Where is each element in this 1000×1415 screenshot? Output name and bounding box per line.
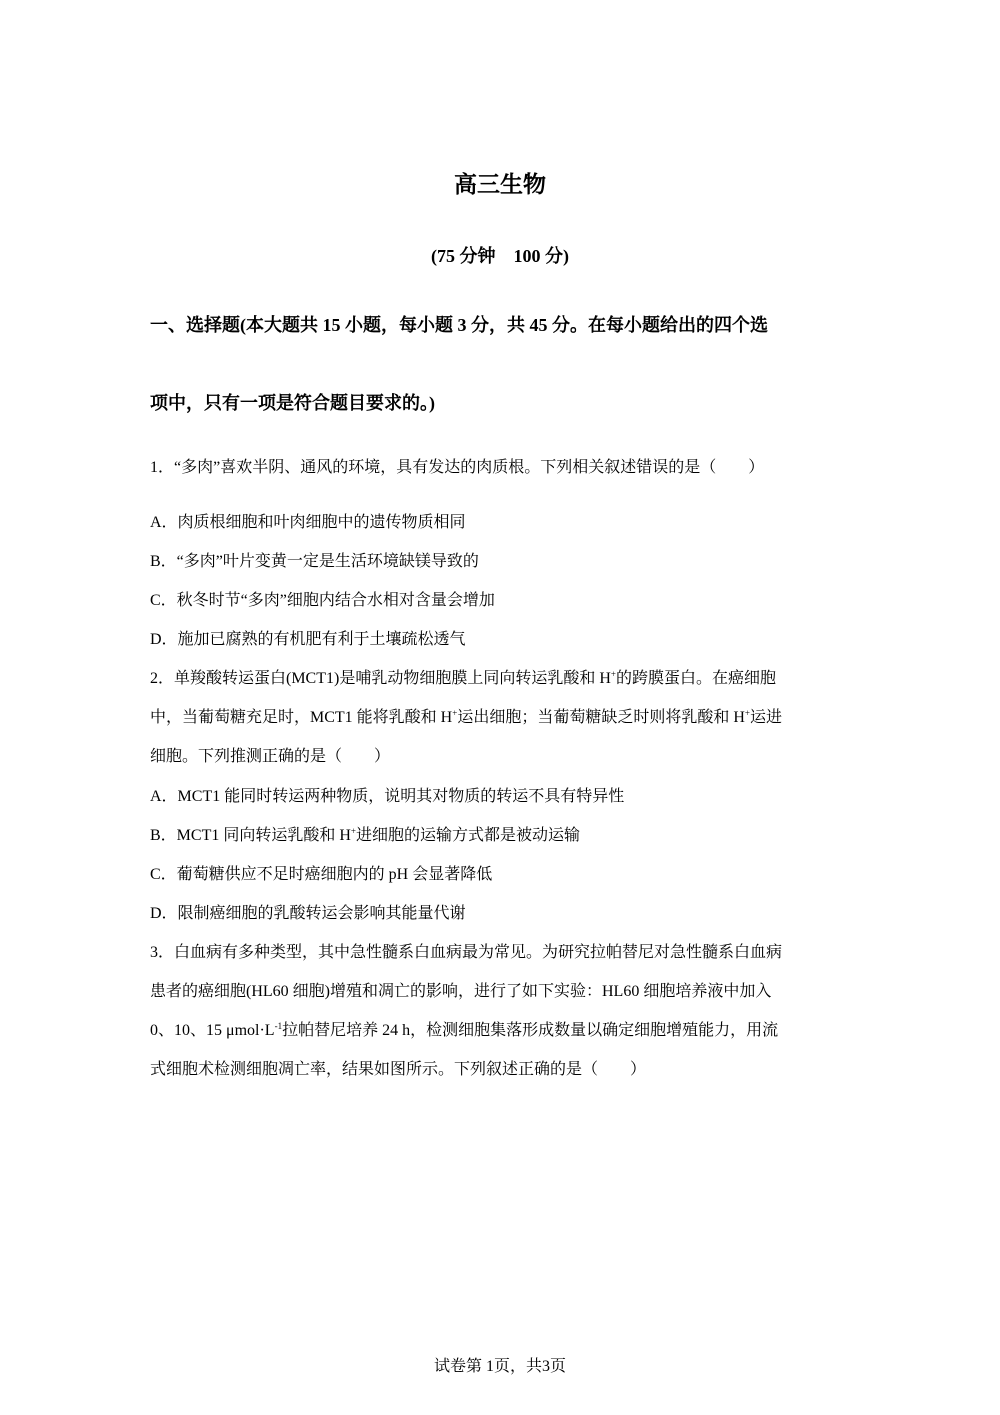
superscript: + [744, 708, 750, 718]
superscript: -1 [274, 1021, 283, 1031]
question-1-option-d: D．施加已腐熟的有机肥有利于土壤疏松透气 [150, 631, 466, 648]
question-1-option-c: C．秋冬时节“多肉”细胞内结合水相对含量会增加 [150, 592, 495, 609]
superscript: + [610, 669, 616, 679]
question-2-option-a: A．MCT1 能同时转运两种物质，说明其对物质的转运不具有特异性 [150, 788, 625, 805]
text-segment: 运出细胞；当葡萄糖缺乏时则将乳酸和 H [457, 709, 745, 726]
page-footer: 试卷第 1页，共3页 [433, 1358, 566, 1375]
question-2-option-d: D．限制癌细胞的乳酸转运会影响其能量代谢 [150, 905, 466, 922]
exam-duration-score: (75 分钟 100 分) [431, 246, 569, 266]
question-1-option-b: B．“多肉”叶片变黄一定是生活环境缺镁导致的 [150, 553, 479, 570]
text-segment: 的跨膜蛋白。在癌细胞 [615, 670, 776, 687]
page-title: 高三生物 [454, 172, 546, 198]
question-3-stem-line-4: 式细胞术检测细胞凋亡率，结果如图所示。下列叙述正确的是（ ） [150, 1061, 647, 1078]
question-1-stem: 1．“多肉”喜欢半阴、通风的环境，具有发达的肉质根。下列相关叙述错误的是（ ） [150, 459, 765, 476]
text-segment: 0、10、15 μmol·L [150, 1022, 275, 1039]
question-2-stem-line-1 [150, 668, 776, 690]
question-2-option-c: C．葡萄糖供应不足时癌细胞内的 pH 会显著降低 [150, 866, 493, 883]
question-1-option-a: A．肉质根细胞和叶肉细胞中的遗传物质相同 [150, 514, 466, 531]
question-3-stem-line-3 [150, 1020, 778, 1042]
question-3-stem-line-2: 患者的癌细胞(HL60 细胞)增殖和凋亡的影响，进行了如下实验：HL60 细胞培养液中加入 [150, 983, 772, 1000]
text-segment: 进细胞的运输方式都是被动运输 [355, 827, 580, 844]
question-2-option-b [150, 825, 580, 847]
text-segment: 运进 [749, 709, 782, 726]
text-segment: 2．单羧酸转运蛋白(MCT1)是哺乳动物细胞膜上同向转运乳酸和 H [150, 670, 611, 687]
question-2-stem-line-3: 细胞。下列推测正确的是（ ） [150, 748, 391, 765]
superscript: + [350, 826, 356, 836]
text-segment: B．MCT1 同向转运乳酸和 H [150, 827, 351, 844]
text-segment: 中，当葡萄糖充足时，MCT1 能将乳酸和 H [150, 709, 453, 726]
question-2-stem-line-2 [150, 707, 782, 729]
text-segment: 拉帕替尼培养 24 h，检测细胞集落形成数量以确定细胞增殖能力，用流 [282, 1022, 779, 1039]
section-heading-line-2: 项中，只有一项是符合题目要求的。) [150, 393, 435, 413]
superscript: + [452, 708, 458, 718]
question-3-stem-line-1: 3．白血病有多种类型，其中急性髓系白血病最为常见。为研究拉帕替尼对急性髓系白血病 [150, 944, 783, 961]
section-heading-line-1: 一、选择题(本大题共 15 小题，每小题 3 分，共 45 分。在每小题给出的四个选 [150, 315, 768, 335]
